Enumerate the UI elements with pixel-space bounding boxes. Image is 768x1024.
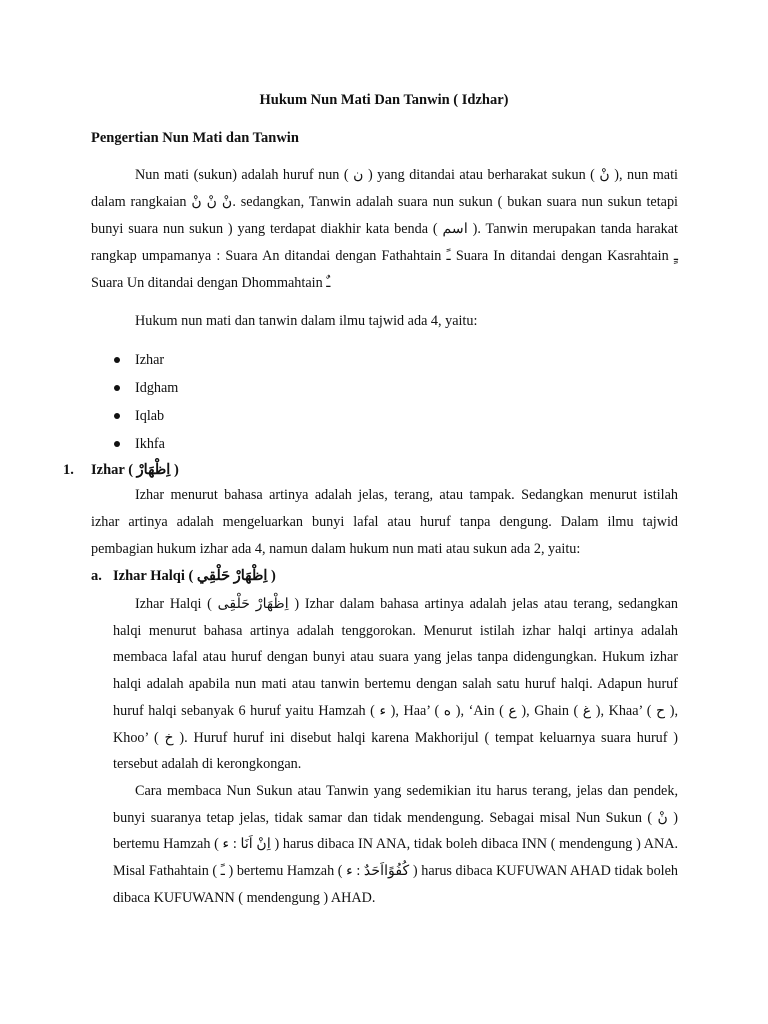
list-item: Iqlab — [91, 402, 178, 430]
subsection-a-paragraph-2 — [113, 778, 678, 912]
subsection-a-title: Izhar Halqi ( اِظْهَارْ حَلْقِي ) — [113, 568, 276, 584]
intro-paragraph — [91, 162, 678, 297]
subsection-a-heading — [91, 564, 276, 588]
subsection-letter: a. — [91, 568, 102, 584]
section-heading: Pengertian Nun Mati dan Tanwin — [91, 130, 299, 146]
section-1-heading — [63, 458, 179, 482]
list-intro: Hukum nun mati dan tanwin dalam ilmu tajwid ada 4, yaitu: — [135, 313, 478, 329]
list-item: Izhar — [91, 346, 178, 374]
document-title: Hukum Nun Mati Dan Tanwin ( Idzhar) — [259, 92, 509, 108]
intro-paragraph-text: Nun mati (sukun) adalah huruf nun ( ن ) yang ditandai atau berharakat sukun ( نْ ), nun mati dalam rangkaian نْ نْ نْ. sedangkan, Tanwin adalah suara nun sukun ( bukan suara nun sukun tetapi bunyi suara nun sukun ) yang terdapat diakhir kata benda ( اسم ). Tanwin merupakan tanda harakat rangkap umpamanya : Suara An ditandai dengan Fathahtain ـً Suara In ditandai dengan Kasrahtain ـٍ Suara Un ditandai dengan Dhommahtain ـٌ — [91, 167, 679, 291]
section-number: 1. — [63, 462, 74, 478]
bullet-list — [91, 346, 178, 458]
subsection-a-paragraph-1-text: Izhar Halqi ( اِظْهَارْ حَلْقِى ) Izhar dalam bahasa artinya adalah jelas atau terang, sedangkan halqi menurut bahasa artinya adalah tenggorokan. Menurut istilah izhar halqi artinya adalah membaca lafal atau huruf dengan bunyi atau suara yang jelas tanpa didengungkan. Hukum izhar halqi adalah apabila nun mati atau tanwin bertemu dengan salah satu huruf halqi. Adapun huruf huruf halqi sebanyak 6 huruf yaitu Hamzah ( ء ), Haa’ ( ه ), ‘Ain ( ع ), Ghain ( غ ), Khaa’ ( ح ), Khoo’ ( خ ). Huruf huruf ini disebut halqi karena Makhorijul ( tempat keluarnya suara huruf ) tersebut adalah di kerongkongan. — [113, 596, 678, 773]
section-1-title: Izhar ( اِظْهَارْ ) — [91, 462, 179, 478]
list-item: Idgham — [91, 374, 178, 402]
section-1-paragraph-text: Izhar menurut bahasa artinya adalah jelas, terang, atau tampak. Sedangkan menurut istilah izhar artinya adalah mengeluarkan bunyi lafal atau huruf tanpa dengung. Dalam ilmu tajwid pembagian hukum izhar ada 4, namun dalam hukum nun mati atau sukun ada 2, yaitu: — [91, 487, 678, 557]
section-1-paragraph — [91, 482, 678, 563]
subsection-a-paragraph-2-text: Cara membaca Nun Sukun atau Tanwin yang sedemikian itu harus terang, jelas dan pendek, bunyi suaranya tetap jelas, tidak samar dan tidak mendengung. Sebagai misal Nun Sukun ( نْ ) bertemu Hamzah ( اِنْ اَنَا : ء ) harus dibaca IN ANA, tidak boleh dibaca INN ( mendengung ) ANA. Misal Fathahtain ( ـً ) bertemu Hamzah ( كُفُوًااَحَدٌ : ء ) harus dibaca KUFUWAN AHAD tidak boleh dibaca KUFUWANN ( mendengung ) AHAD. — [113, 783, 678, 906]
subsection-a-paragraph-1 — [113, 591, 678, 778]
list-item: Ikhfa — [91, 430, 178, 458]
